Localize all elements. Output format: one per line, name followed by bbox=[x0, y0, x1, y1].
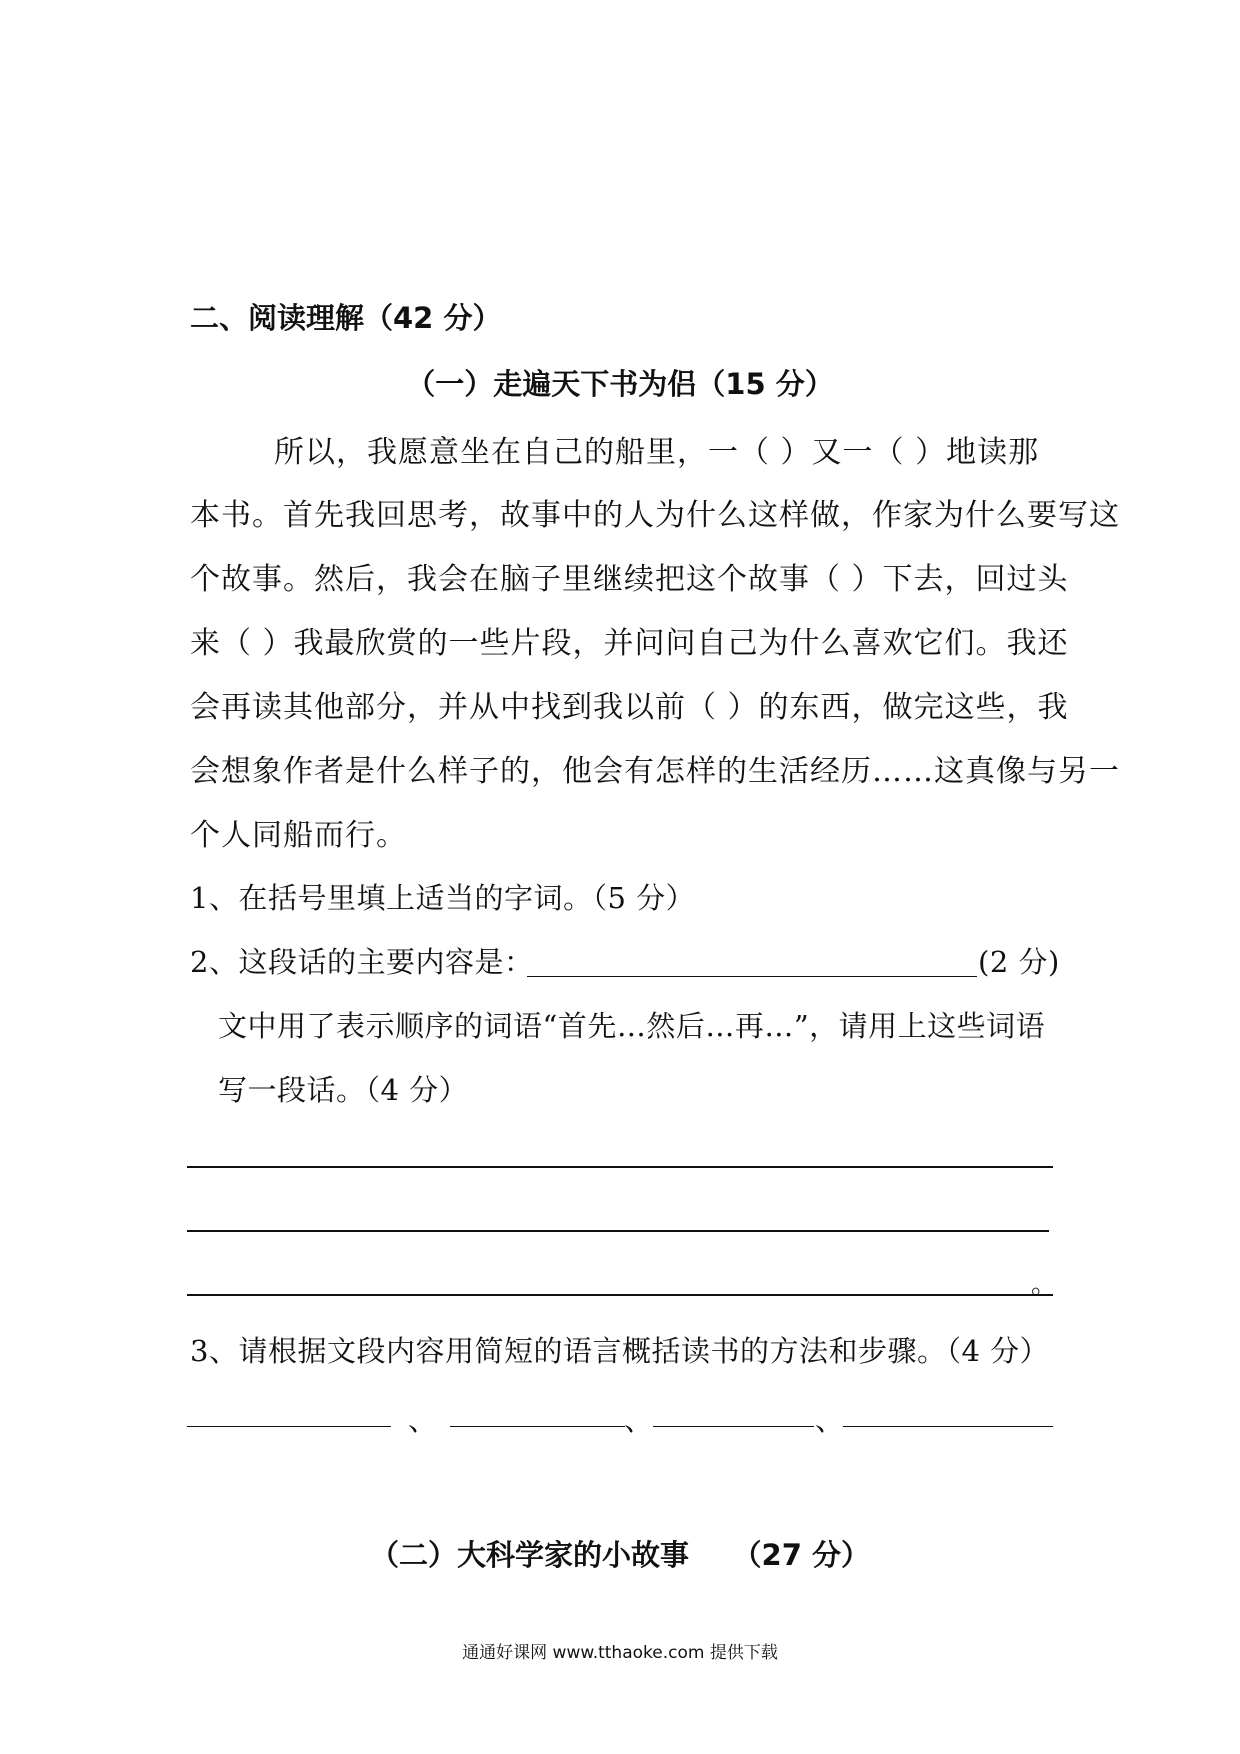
question-2-instruction-cont: 写一段话。（4 分） bbox=[218, 1073, 469, 1107]
passage-line: 会想象作者是什么样子的，他会有怎样的生活经历……这真像与另一 bbox=[190, 754, 1120, 789]
question-2-instruction: 文中用了表示顺序的词语“首先…然后…再…”，请用上这些词语 bbox=[218, 1009, 1046, 1043]
part2-title: （二）大科学家的小故事 （27 分） bbox=[370, 1538, 870, 1572]
step-answer-line-2[interactable] bbox=[450, 1426, 625, 1427]
question-1: 1、在括号里填上适当的字词。（5 分） bbox=[190, 881, 696, 915]
writing-line[interactable] bbox=[187, 1230, 1049, 1232]
step-separator: 、 bbox=[408, 1403, 438, 1437]
passage-line: 所以，我愿意坐在自己的船里，一（ ）又一（ ）地读那 bbox=[274, 435, 1040, 470]
question-2-score: (2 分) bbox=[978, 945, 1060, 979]
passage-line: 个故事。然后，我会在脑子里继续把这个故事（ ）下去，回过头 bbox=[190, 562, 1069, 597]
step-answer-line-1[interactable] bbox=[187, 1426, 391, 1427]
step-answer-line-3[interactable] bbox=[653, 1426, 814, 1427]
writing-line[interactable] bbox=[187, 1294, 1053, 1296]
step-separator: 、 bbox=[624, 1403, 654, 1437]
passage-line: 个人同船而行。 bbox=[190, 818, 407, 853]
passage-line: 会再读其他部分，并从中找到我以前（ ）的东西，做完这些，我 bbox=[190, 690, 1069, 725]
writing-line[interactable] bbox=[187, 1166, 1053, 1168]
question-3: 3、请根据文段内容用简短的语言概括读书的方法和步骤。（4 分） bbox=[190, 1334, 1050, 1368]
passage-line: 来（ ）我最欣赏的一些片段，并问问自己为什么喜欢它们。我还 bbox=[190, 626, 1069, 661]
step-separator: 、 bbox=[815, 1403, 845, 1437]
writing-end-mark: 。 bbox=[1031, 1270, 1058, 1300]
footer-watermark: 通通好课网 www.tthaoke.com 提供下载 bbox=[462, 1643, 778, 1663]
question-2-answer-line[interactable] bbox=[527, 976, 977, 977]
question-2-prompt: 2、这段话的主要内容是： bbox=[190, 945, 534, 979]
part1-title: （一）走遍天下书为侣（15 分） bbox=[406, 367, 834, 401]
passage-line: 本书。首先我回思考，故事中的人为什么这样做，作家为什么要写这 bbox=[190, 498, 1120, 533]
step-answer-line-4[interactable] bbox=[843, 1426, 1053, 1427]
section-title: 二、阅读理解（42 分） bbox=[190, 301, 502, 335]
